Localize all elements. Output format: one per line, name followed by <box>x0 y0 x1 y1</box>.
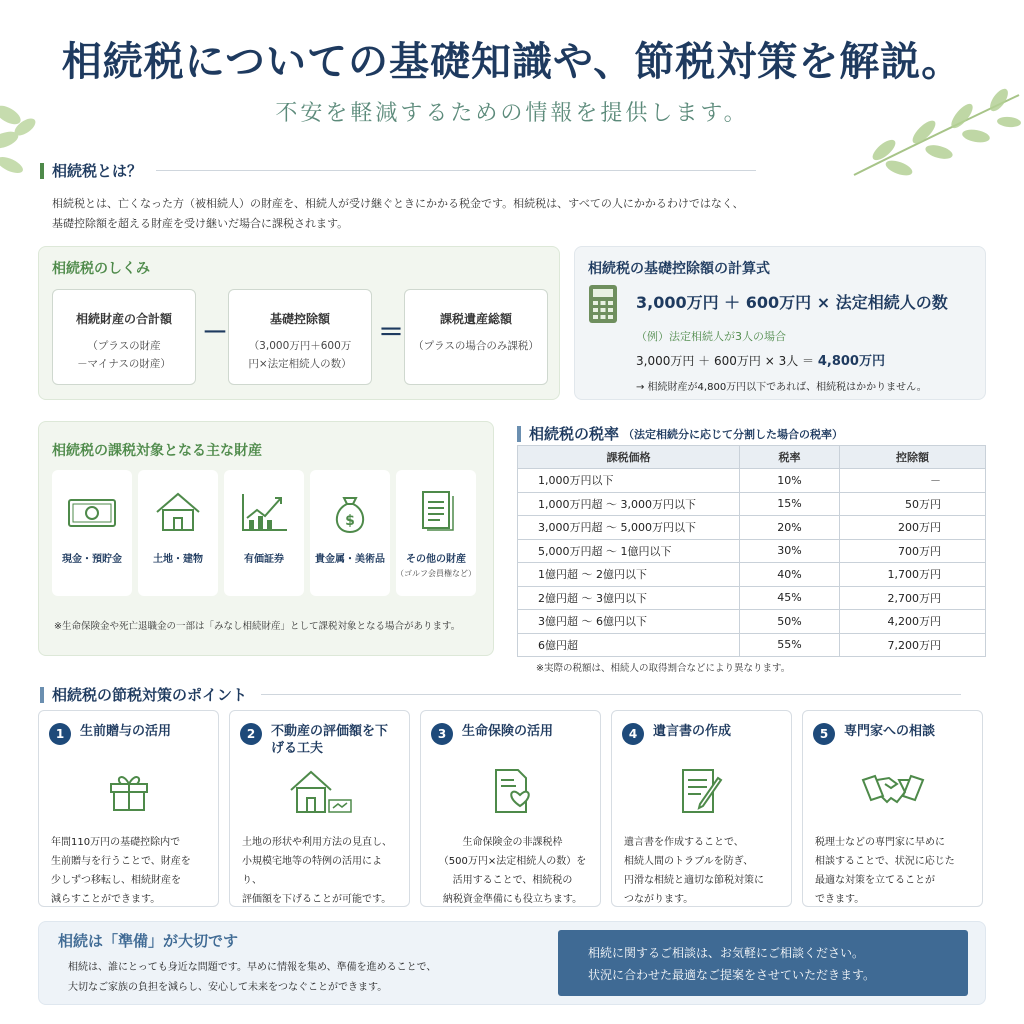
point-desc <box>624 833 783 909</box>
heading-bar <box>517 426 521 442</box>
formula-text: 3,000万円 ＋ 600万円 × 法定相続人の数 <box>636 293 948 312</box>
point-card-2 <box>229 710 410 907</box>
cta-line: 状況に合わせた最適なご提案をさせていただきます。 <box>588 968 876 982</box>
point-title: 生前贈与の活用 <box>80 724 172 739</box>
table-cell: 3,000万円超 ～ 5,000万円以下 <box>518 516 740 540</box>
asset-sub: （ゴルフ会員権など） <box>396 569 476 578</box>
table-cell: 1,700万円 <box>840 563 986 587</box>
formula-note: → 相続財産が4,800万円以下であれば、相続税はかかりません。 <box>636 382 927 393</box>
card-sub <box>53 337 195 373</box>
point-desc-line: 生命保険金の非課税枠 <box>462 837 563 848</box>
point-desc-line: 税理士などの専門家に早めに <box>815 837 945 848</box>
minus-operator: － <box>202 318 229 348</box>
table-cell: 40% <box>740 563 840 587</box>
point-desc-line: 小規模宅地等の特例の活用により、 <box>242 856 382 886</box>
consultation-cta[interactable] <box>558 930 968 996</box>
table-header-cell: 税率 <box>740 446 840 469</box>
taxable-estate-card <box>404 289 548 385</box>
table-cell: 55% <box>740 633 840 657</box>
card-sub-line: （プラスの場合のみ課税） <box>413 340 539 352</box>
table-cell: 5,000万円超 ～ 1億円以下 <box>518 539 740 563</box>
footer-line: 大切なご家族の負担を減らし、安心して未来をつなぐことができます。 <box>68 982 388 993</box>
intro-line: 相続税とは、亡くなった方（被相続人）の財産を、相続人が受け継ぐときにかかる税金です。相続税は、すべての人にかかるわけではなく、 <box>52 197 744 210</box>
point-title: 不動産の評価額を下げる工夫 <box>271 724 389 756</box>
basic-deduction-card <box>228 289 372 385</box>
card-title: 基礎控除額 <box>269 312 330 326</box>
card-sub <box>229 337 371 373</box>
card-sub-line: （3,000万円＋600万 <box>248 340 352 352</box>
asset-label: 土地・建物 <box>153 554 203 565</box>
table-cell: 1,000万円以下 <box>518 469 740 493</box>
point-desc-line: できます。 <box>815 894 865 905</box>
intro-text <box>52 194 832 234</box>
point-desc-line: 土地の形状や利用方法の見直し、 <box>242 837 392 848</box>
asset-cash <box>52 470 132 596</box>
heading-divider <box>261 694 961 695</box>
point-number: 3 <box>431 723 453 745</box>
mechanism-heading: 相続税のしくみ <box>52 261 150 277</box>
point-number: 1 <box>49 723 71 745</box>
example-result: 4,800万円 <box>817 354 885 369</box>
asset-label: その他の財産 <box>406 554 466 565</box>
formula-heading: 相続税の基礎控除額の計算式 <box>588 261 770 277</box>
footer-line: 相続は、誰にとっても身近な問題です。早めに情報を集め、準備を進めることで、 <box>68 962 437 973</box>
point-card-1 <box>38 710 219 907</box>
card-sub-line: 円×法定相続人の数） <box>248 358 352 370</box>
point-desc-line: 評価額を下げることが可能です。 <box>242 894 392 905</box>
table-cell: 45% <box>740 586 840 610</box>
page-title: 相続税についての基礎知識や、節税対策を解説。 <box>61 38 963 85</box>
example-calc-text: 3,000万円 ＋ 600万円 × 3人 ＝ <box>636 354 815 368</box>
gift-icon <box>105 766 153 814</box>
table-cell: 10% <box>740 469 840 493</box>
table-row <box>518 492 986 516</box>
document-icon <box>409 490 463 534</box>
asset-label: 現金・預貯金 <box>62 554 122 565</box>
table-cell: 3億円超 ～ 6億円以下 <box>518 610 740 634</box>
calculator-icon <box>588 284 618 324</box>
point-desc-line: 活用することで、相続税の <box>452 875 573 886</box>
table-cell: 50% <box>740 610 840 634</box>
table-row <box>518 610 986 634</box>
table-header-cell: 課税価格 <box>518 446 740 469</box>
heading-divider <box>156 170 756 171</box>
table-row <box>518 469 986 493</box>
total-assets-card <box>52 289 196 385</box>
table-header-row <box>518 446 986 469</box>
point-desc-line: 相談することで、状況に応じた <box>815 856 955 867</box>
money-bag-icon <box>323 490 377 534</box>
footer-text <box>68 958 436 998</box>
card-sub-line: －マイナスの財産） <box>77 358 171 370</box>
assets-note: ※生命保険金や死亡退職金の一部は「みなし相続財産」として課税対象となる場合があります。 <box>54 621 461 632</box>
tax-rate-table <box>517 445 986 657</box>
point-desc-line: 納税資金準備にも役立ちます。 <box>442 894 583 905</box>
card-title: 課税遺産総額 <box>439 312 512 326</box>
point-desc-line: 遺言書を作成することで、 <box>624 837 744 848</box>
point-desc <box>51 833 210 909</box>
table-row <box>518 539 986 563</box>
point-desc-line: つながります。 <box>624 894 694 905</box>
point-title: 生命保険の活用 <box>462 724 554 739</box>
rates-heading-text: 相続税の税率 <box>529 425 620 443</box>
rates-heading-note: （法定相続分に応じて分割した場合の税率） <box>623 427 844 441</box>
table-cell: － <box>840 469 986 493</box>
point-desc-line: 生前贈与を行うことで、財産を <box>51 856 191 867</box>
point-number: 5 <box>813 723 835 745</box>
table-cell: 30% <box>740 539 840 563</box>
heading-bar <box>40 687 44 703</box>
table-cell: 2億円超 ～ 3億円以下 <box>518 586 740 610</box>
card-sub <box>405 337 547 355</box>
table-cell: 700万円 <box>840 539 986 563</box>
point-desc-line: 年間110万円の基礎控除内で <box>51 837 181 848</box>
rates-heading <box>517 423 843 444</box>
point-title: 専門家への相談 <box>844 724 936 739</box>
table-row <box>518 586 986 610</box>
table-cell: 1億円超 ～ 2億円以下 <box>518 563 740 587</box>
assets-heading: 相続税の課税対象となる主な財産 <box>52 443 262 459</box>
rates-note: ※実際の税額は、相続人の取得割合などにより異なります。 <box>536 663 791 674</box>
point-title: 遺言書の作成 <box>653 724 732 739</box>
chart-up-icon <box>237 490 291 534</box>
asset-label: 有価証券 <box>244 554 284 565</box>
equals-operator: ＝ <box>378 318 405 348</box>
point-desc <box>242 833 401 909</box>
section-heading-what-is <box>40 160 756 181</box>
table-row <box>518 633 986 657</box>
point-number: 2 <box>240 723 262 745</box>
table-cell: 15% <box>740 492 840 516</box>
asset-label: 貴金属・美術品 <box>315 554 385 565</box>
cta-line: 相続に関するご相談は、お気軽にご相談ください。 <box>588 946 865 960</box>
footer-heading: 相続は「準備」が大切です <box>58 932 239 950</box>
table-cell: 200万円 <box>840 516 986 540</box>
intro-line: 基礎控除額を超える財産を受け継いだ場合に課税されます。 <box>52 217 349 230</box>
example-label: （例）法定相続人が3人の場合 <box>636 330 786 343</box>
example-calc <box>636 350 885 369</box>
point-desc <box>815 833 974 909</box>
point-desc-line: 少しずつ移転し、相続財産を <box>51 875 181 886</box>
table-cell: 2,700万円 <box>840 586 986 610</box>
table-cell: 4,200万円 <box>840 610 986 634</box>
point-number: 4 <box>622 723 644 745</box>
asset-land <box>138 470 218 596</box>
point-desc-line: 相続人間のトラブルを防ぎ、 <box>624 856 754 867</box>
table-cell: 7,200万円 <box>840 633 986 657</box>
table-cell: 50万円 <box>840 492 986 516</box>
page-subtitle: 不安を軽減するための情報を提供します。 <box>275 101 749 126</box>
table-cell: 1,000万円超 ～ 3,000万円以下 <box>518 492 740 516</box>
will-pen-icon <box>677 766 727 816</box>
card-sub-line: （プラスの財産 <box>87 340 161 352</box>
insurance-document-icon <box>486 766 536 816</box>
asset-valuables <box>310 470 390 596</box>
point-desc-line: （500万円×法定相続人の数）を <box>438 856 587 867</box>
asset-securities <box>224 470 304 596</box>
table-cell: 6億円超 <box>518 633 740 657</box>
table-row <box>518 563 986 587</box>
asset-other <box>396 470 476 596</box>
point-card-5 <box>802 710 983 907</box>
svg-text:$: $ <box>345 513 355 529</box>
table-cell: 20% <box>740 516 840 540</box>
table-header-cell: 控除額 <box>840 446 986 469</box>
point-desc-line: 円滑な相続と適切な節税対策に <box>624 875 764 886</box>
point-card-4 <box>611 710 792 907</box>
point-card-3 <box>420 710 601 907</box>
point-desc-line: 最適な対策を立てることが <box>815 875 935 886</box>
house-icon <box>151 490 205 534</box>
heading-bar <box>40 163 44 179</box>
house-price-icon <box>285 766 355 816</box>
table-row <box>518 516 986 540</box>
points-heading-text: 相続税の節税対策のポイント <box>52 686 248 704</box>
point-desc-line: 減らすことができます。 <box>51 894 161 905</box>
point-desc <box>433 833 592 909</box>
section-heading-text: 相続税とは？ <box>52 162 143 180</box>
points-heading <box>40 684 961 705</box>
handshake-icon <box>861 766 925 816</box>
cash-icon <box>65 490 119 534</box>
card-title: 相続財産の合計額 <box>75 312 172 326</box>
